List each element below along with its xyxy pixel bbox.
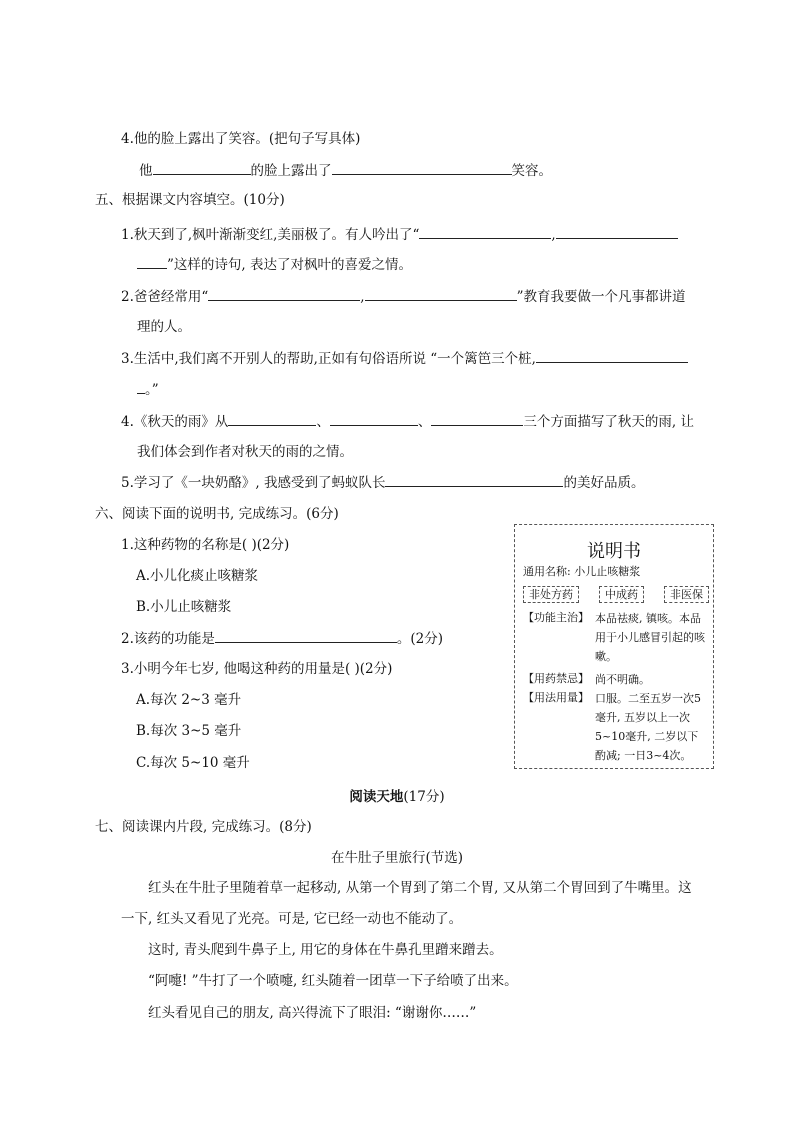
s5-item-5-tail: 的美好品质。 bbox=[563, 475, 645, 491]
s6-q2-blank[interactable] bbox=[215, 628, 397, 643]
passage-title: 在牛肚子里旅行(节选) bbox=[330, 850, 464, 866]
reading-section-title bbox=[0, 787, 794, 807]
s5-item-4-sep-1: 、 bbox=[316, 414, 330, 430]
manual-contraindication-text: 尚不明确。 bbox=[595, 673, 650, 686]
s5-item-3-line2 bbox=[137, 379, 159, 400]
manual-function-label: 【功能主治】 bbox=[523, 611, 589, 624]
manual-tag-non-insurance: 非医保 bbox=[664, 586, 709, 603]
s5-item-5 bbox=[121, 472, 644, 493]
s5-item-5-blank[interactable] bbox=[385, 472, 563, 487]
s6-q1-option-a[interactable]: A.小儿化痰止咳糖浆 bbox=[136, 568, 259, 584]
s5-item-4-text: 4.《秋天的雨》从 bbox=[121, 414, 229, 430]
q4-blank-1[interactable] bbox=[153, 160, 251, 175]
reading-title-score: (17分) bbox=[403, 789, 445, 805]
manual-dosage-text: 口服。二至五岁一次5毫升, 五岁以上一次5~10毫升, 二岁以下酌减; 一日3~4次。 bbox=[595, 692, 701, 762]
manual-function-text: 本品祛痰, 镇咳。本品用于小儿感冒引起的咳嗽。 bbox=[595, 612, 705, 663]
s6-q2-tail: 。(2分) bbox=[396, 631, 444, 647]
q4-stem: 4.他的脸上露出了笑容。(把句子写具体) bbox=[121, 131, 361, 147]
s6-q2 bbox=[121, 628, 443, 649]
passage-para-1-line2: 一下, 红头又看见了光亮。可是, 它已经一动也不能动了。 bbox=[121, 911, 463, 927]
medicine-manual bbox=[514, 524, 714, 769]
manual-generic-name: 通用名称: 小儿止咳糖浆 bbox=[523, 565, 641, 578]
s5-item-1-line1 bbox=[121, 224, 678, 245]
s5-item-1-line2 bbox=[137, 254, 412, 275]
s5-item-4-blank-2[interactable] bbox=[330, 411, 418, 426]
passage-para-2: 这时, 青头爬到牛鼻子上, 用它的身体在牛鼻孔里蹭来蹭去。 bbox=[148, 942, 503, 958]
q4-part1: 他 bbox=[139, 163, 153, 179]
s6-q3-option-a[interactable]: A.每次 2~3 毫升 bbox=[136, 692, 242, 708]
q4-part2: 的脸上露出了 bbox=[250, 163, 332, 179]
s5-item-3-text: 3.生活中,我们离不开别人的帮助,正如有句俗语所说 “一个篱笆三个桩, bbox=[121, 351, 536, 367]
passage-para-3: “阿嚏! ”牛打了一个喷嚏, 红头随着一团草一下子给喷了出来。 bbox=[148, 973, 518, 989]
reading-title-text: 阅读天地 bbox=[349, 789, 404, 805]
q4-part3: 笑容。 bbox=[511, 163, 552, 179]
s6-q2-text: 2.该药的功能是 bbox=[121, 631, 215, 647]
q4-blank-2[interactable] bbox=[332, 160, 512, 175]
manual-title: 说明书 bbox=[587, 541, 641, 562]
s5-item-3-blank-2[interactable] bbox=[137, 379, 145, 394]
s5-item-3-line1 bbox=[121, 348, 688, 369]
s5-item-1-text: 1.秋天到了,枫叶渐渐变红,美丽极了。有人吟出了“ bbox=[121, 227, 420, 243]
s5-item-1-blank-2[interactable] bbox=[556, 224, 678, 239]
s5-item-4-sep-2: 、 bbox=[417, 414, 432, 430]
s5-item-2-line1 bbox=[121, 286, 686, 307]
s5-item-2-blank-2[interactable] bbox=[365, 286, 517, 301]
section-7-heading: 七、阅读课内片段, 完成练习。(8分) bbox=[95, 819, 312, 835]
s5-item-2-blank-1[interactable] bbox=[208, 286, 360, 301]
s5-item-2-line2: 理的人。 bbox=[137, 319, 191, 335]
s5-item-4-tail: 三个方面描写了秋天的雨, 让 bbox=[523, 414, 694, 430]
s5-item-1-blank-1[interactable] bbox=[419, 224, 551, 239]
manual-tags bbox=[523, 586, 709, 603]
s5-item-4-blank-3[interactable] bbox=[431, 411, 523, 426]
s6-q3-option-b[interactable]: B.每次 3~5 毫升 bbox=[136, 723, 242, 739]
s5-item-1-tail: ”这样的诗句, 表达了对枫叶的喜爱之情。 bbox=[167, 257, 412, 273]
s5-item-1-sep: , bbox=[551, 227, 556, 243]
s6-q1: 1.这种药物的名称是( )(2分) bbox=[121, 537, 290, 553]
s5-item-4-line1 bbox=[121, 411, 694, 432]
s5-item-5-text: 5.学习了《一块奶酪》, 我感受到了蚂蚁队长 bbox=[121, 475, 386, 491]
s5-item-2-text: 2.爸爸经常用“ bbox=[121, 289, 209, 305]
s5-item-2-sep: , bbox=[360, 289, 365, 305]
section-5-heading: 五、根据课文内容填空。(10分) bbox=[95, 192, 285, 208]
s5-item-4-blank-1[interactable] bbox=[228, 411, 316, 426]
section-6-heading: 六、阅读下面的说明书, 完成练习。(6分) bbox=[95, 506, 339, 522]
s6-q3-option-c[interactable]: C.每次 5~10 毫升 bbox=[136, 755, 250, 771]
s5-item-3-blank-1[interactable] bbox=[536, 348, 688, 363]
passage-para-1-line1: 红头在牛肚子里随着草一起移动, 从第一个胃到了第二个胃, 又从第二个胃回到了牛嘴里。这 bbox=[148, 880, 692, 896]
manual-tag-tcm: 中成药 bbox=[599, 586, 644, 603]
manual-contraindication-label: 【用药禁忌】 bbox=[523, 672, 589, 685]
s5-item-4-line2: 我们体会到作者对秋天的雨的之情。 bbox=[137, 444, 353, 460]
s6-q3: 3.小明今年七岁, 他喝这种药的用量是( )(2分) bbox=[121, 661, 393, 677]
manual-tag-otc: 非处方药 bbox=[523, 586, 579, 603]
q4-answer-line bbox=[139, 160, 552, 181]
passage-para-4: 红头看见自己的朋友, 高兴得流下了眼泪: “谢谢你……” bbox=[148, 1005, 477, 1021]
s6-q1-option-b[interactable]: B.小儿止咳糖浆 bbox=[136, 599, 232, 615]
manual-dosage-label: 【用法用量】 bbox=[523, 691, 589, 704]
s5-item-2-tail: ”教育我要做一个凡事都讲道 bbox=[516, 289, 686, 305]
s5-item-1-blank-3[interactable] bbox=[137, 254, 167, 269]
s5-item-3-tail: 。” bbox=[145, 382, 159, 398]
